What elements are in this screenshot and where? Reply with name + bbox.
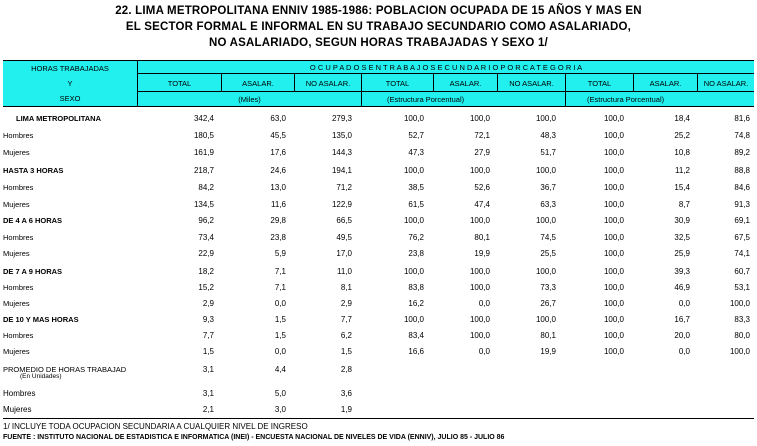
table-cell: 74,1: [734, 249, 750, 258]
row-label: DE 4 A 6 HORAS: [3, 216, 63, 225]
table-cell: 25,9: [674, 249, 690, 258]
table-cell: 47,3: [408, 148, 424, 157]
table-cell: 96,2: [198, 216, 214, 225]
stub-header-line-3: SEXO: [59, 94, 81, 103]
table-cell: 1,5: [274, 331, 286, 340]
row-label: Mujeres: [3, 405, 32, 414]
table-cell: 73,4: [198, 233, 214, 242]
table-cell: 18,4: [674, 114, 690, 123]
table-cell: 61,5: [408, 200, 424, 209]
table-row: [0, 280, 757, 295]
row-label: Mujeres: [3, 299, 30, 308]
table-cell: 100,0: [469, 331, 490, 340]
row-label: Hombres: [3, 331, 34, 340]
unit-label-miles: (Miles): [238, 95, 261, 104]
table-cell: 23,8: [270, 233, 286, 242]
table-cell: 24,6: [270, 166, 286, 175]
stub-header-line-2: Y: [67, 79, 73, 88]
table-cell: 100,0: [603, 131, 624, 140]
table-cell: 13,0: [270, 183, 286, 192]
table-row: [0, 386, 757, 401]
table-cell: 83,4: [408, 331, 424, 340]
table-cell: 23,8: [408, 249, 424, 258]
table-cell: 11,0: [337, 267, 352, 276]
header-divider: [138, 91, 754, 92]
table-cell: 26,7: [540, 299, 556, 308]
header-divider: [138, 73, 754, 74]
table-row: [0, 344, 757, 359]
table-cell: 10,8: [674, 148, 690, 157]
table-row: [0, 230, 757, 245]
table-cell: 80,0: [734, 331, 750, 340]
table-cell: 100,0: [403, 216, 424, 225]
table-cell: 100,0: [469, 267, 490, 276]
table-cell: 47,4: [474, 200, 490, 209]
table-cell: 63,3: [540, 200, 556, 209]
unit-label-percent: (Estructura Porcentual): [587, 95, 665, 104]
table-cell: 16,2: [408, 299, 424, 308]
table-cell: 3,0: [274, 405, 286, 414]
table-cell: 100,0: [603, 200, 624, 209]
unit-label-percent: (Estructura Porcentual): [387, 95, 465, 104]
col-header: TOTAL: [167, 79, 192, 88]
table-cell: 342,4: [193, 114, 214, 123]
title-line-3: NO ASALARIADO, SEGUN HORAS TRABAJADAS Y SEXO 1/: [209, 37, 548, 49]
source-note: FUENTE : INSTITUTO NACIONAL DE ESTADISTICA E INFORMATICA (INEI) - ENCUESTA NACIONAL DE NIVELES DE VIDA (ENNIV), JULIO 85 - JULIO 86: [3, 434, 505, 441]
table-cell: 71,2: [336, 183, 352, 192]
table-cell: 100,0: [603, 249, 624, 258]
table-row: [0, 296, 757, 311]
table-cell: 84,2: [198, 183, 214, 192]
table-cell: 1,5: [274, 315, 286, 324]
table-cell: 29,8: [270, 216, 286, 225]
table-cell: 100,0: [403, 315, 424, 324]
table-cell: 100,0: [729, 299, 750, 308]
table-cell: 19,9: [474, 249, 490, 258]
table-cell: 100,0: [603, 299, 624, 308]
table-cell: 48,3: [540, 131, 556, 140]
table-cell: 16,7: [674, 315, 690, 324]
table-cell: 80,1: [474, 233, 490, 242]
col-header: TOTAL: [385, 79, 410, 88]
footnote: 1/ INCLUYE TODA OCUPACION SECUNDARIA A CUALQUIER NIVEL DE INGRESO: [3, 422, 308, 431]
col-header: NO ASALAR.: [509, 79, 554, 88]
group-header: O C U P A D O S E N T R A B A J O S E C U N D A R I O P O R C A T E G O R I A: [309, 63, 583, 72]
table-cell: 22,9: [198, 249, 214, 258]
row-label: Hombres: [3, 131, 34, 140]
table-cell: 134,5: [193, 200, 214, 209]
table-cell: 5,9: [274, 249, 286, 258]
table-cell: 63,0: [270, 114, 286, 123]
row-label: Hombres: [3, 183, 34, 192]
table-cell: 180,5: [193, 131, 214, 140]
table-cell: 122,9: [331, 200, 352, 209]
table-cell: 100,0: [403, 114, 424, 123]
table-cell: 6,2: [340, 331, 352, 340]
row-label: Mujeres: [3, 249, 30, 258]
table-cell: 135,0: [331, 131, 352, 140]
table-cell: 3,1: [202, 389, 214, 398]
table-cell: 51,7: [540, 148, 556, 157]
table-cell: 2,9: [340, 299, 352, 308]
table-cell: 7,1: [274, 267, 286, 276]
table-cell: 83,3: [734, 315, 750, 324]
table-cell: 32,5: [674, 233, 690, 242]
table-row: [0, 362, 757, 380]
table-cell: 25,5: [540, 249, 556, 258]
table-cell: 4,4: [274, 365, 286, 374]
table-cell: 15,2: [198, 283, 214, 292]
row-label: DE 10 Y MAS HORAS: [3, 315, 79, 324]
table-cell: 100,0: [469, 216, 490, 225]
row-label: Mujeres: [3, 347, 30, 356]
table-cell: 25,2: [674, 131, 690, 140]
table-cell: 7,7: [202, 331, 214, 340]
col-header: ASALAR.: [242, 79, 274, 88]
footer-divider: [3, 418, 754, 419]
table-cell: 11,2: [675, 166, 690, 175]
table-cell: 279,3: [331, 114, 352, 123]
table-cell: 100,0: [603, 331, 624, 340]
table-cell: 100,0: [469, 315, 490, 324]
table-cell: 15,4: [674, 183, 690, 192]
table-cell: 0,0: [274, 347, 286, 356]
row-label: Mujeres: [3, 148, 30, 157]
table-cell: 2,8: [340, 365, 352, 374]
table-cell: 8,7: [678, 200, 690, 209]
table-cell: 100,0: [535, 267, 556, 276]
table-cell: 100,0: [603, 233, 624, 242]
table-cell: 100,0: [535, 166, 556, 175]
table-cell: 100,0: [469, 114, 490, 123]
table-row: [0, 328, 757, 343]
table-cell: 74,5: [540, 233, 556, 242]
table-cell: 76,2: [408, 233, 424, 242]
table-cell: 100,0: [535, 315, 556, 324]
table-cell: 46,9: [674, 283, 690, 292]
table-row: [0, 213, 757, 228]
table-cell: 80,1: [540, 331, 556, 340]
table-cell: 0,0: [478, 347, 490, 356]
table-cell: 100,0: [603, 267, 624, 276]
table-cell: 89,2: [734, 148, 750, 157]
table-cell: 194,1: [331, 166, 352, 175]
table-cell: 218,7: [193, 166, 214, 175]
table-cell: 100,0: [603, 283, 624, 292]
table-cell: 3,1: [202, 365, 214, 374]
table-cell: 0,0: [478, 299, 490, 308]
units-note: (En Unidades): [20, 373, 62, 380]
col-header: TOTAL: [587, 79, 612, 88]
row-label: HASTA 3 HORAS: [3, 166, 64, 175]
table-cell: 49,5: [336, 233, 352, 242]
table-cell: 45,5: [270, 131, 286, 140]
table-cell: 60,7: [734, 267, 750, 276]
table-row: [0, 312, 757, 327]
table-cell: 144,3: [331, 148, 352, 157]
table-cell: 72,1: [474, 131, 490, 140]
table-cell: 0,0: [274, 299, 286, 308]
table-cell: 7,1: [274, 283, 286, 292]
table-row: [0, 111, 757, 126]
table-cell: 52,6: [474, 183, 490, 192]
table-cell: 7,7: [340, 315, 352, 324]
table-cell: 8,1: [340, 283, 352, 292]
table-cell: 100,0: [603, 347, 624, 356]
table-cell: 2,1: [202, 405, 214, 414]
title-line-2: EL SECTOR FORMAL E INFORMAL EN SU TRABAJO SECUNDARIO COMO ASALARIADO,: [125, 21, 632, 33]
table-cell: 83,8: [408, 283, 424, 292]
table-cell: 100,0: [403, 166, 424, 175]
title-line-1: 22. LIMA METROPOLITANA ENNIV 1985-1986: POBLACION OCUPADA DE 15 AÑOS Y MAS EN: [115, 5, 642, 17]
row-label: Hombres: [3, 233, 34, 242]
row-label: PROMEDIO DE HORAS TRABAJAD: [3, 365, 127, 374]
table-cell: 18,2: [198, 267, 214, 276]
table-header: [3, 60, 754, 107]
row-label: LIMA METROPOLITANA: [16, 114, 101, 123]
table-cell: 100,0: [603, 166, 624, 175]
table-cell: 66,5: [336, 216, 352, 225]
table-cell: 2,9: [202, 299, 214, 308]
table-cell: 1,5: [340, 347, 352, 356]
table-cell: 27,9: [474, 148, 490, 157]
table-row: [0, 197, 757, 212]
table-cell: 73,3: [540, 283, 556, 292]
table-row: [0, 402, 757, 417]
table-cell: 53,1: [734, 283, 750, 292]
table-cell: 100,0: [603, 183, 624, 192]
table-cell: 30,9: [674, 216, 690, 225]
table-cell: 3,6: [340, 389, 352, 398]
table-cell: 67,5: [734, 233, 750, 242]
table-cell: 19,9: [540, 347, 556, 356]
table-cell: 100,0: [603, 216, 624, 225]
table-cell: 161,9: [193, 148, 214, 157]
table-cell: 52,7: [408, 131, 424, 140]
table-cell: 36,7: [540, 183, 556, 192]
table-cell: 20,0: [674, 331, 690, 340]
stub-header-line-1: HORAS TRABAJADAS: [31, 64, 109, 73]
col-header: ASALAR.: [649, 79, 682, 88]
table-cell: 74,8: [734, 131, 750, 140]
table-row: [0, 246, 757, 261]
table-cell: 0,0: [678, 299, 690, 308]
row-label: Hombres: [3, 283, 34, 292]
table-cell: 100,0: [535, 114, 556, 123]
col-header: NO ASALAR.: [305, 79, 351, 88]
table-cell: 91,3: [734, 200, 750, 209]
row-label: DE 7 A 9 HORAS: [3, 267, 63, 276]
table-cell: 5,0: [274, 389, 286, 398]
table-cell: 100,0: [603, 114, 624, 123]
col-header: ASALAR.: [449, 79, 482, 88]
table-cell: 84,6: [734, 183, 750, 192]
table-cell: 39,3: [674, 267, 690, 276]
table-row: [0, 128, 757, 143]
table-row: [0, 163, 757, 178]
table-cell: 17,6: [270, 148, 286, 157]
table-cell: 11,6: [271, 200, 286, 209]
table-cell: 100,0: [603, 315, 624, 324]
table-cell: 0,0: [678, 347, 690, 356]
table-cell: 100,0: [403, 267, 424, 276]
table-cell: 81,6: [734, 114, 750, 123]
table-cell: 17,0: [336, 249, 352, 258]
table-cell: 38,5: [408, 183, 424, 192]
table-row: [0, 180, 757, 195]
table-cell: 69,1: [734, 216, 750, 225]
table-cell: 100,0: [535, 216, 556, 225]
table-cell: 100,0: [603, 148, 624, 157]
col-header: NO ASALAR.: [703, 79, 749, 88]
table-row: [0, 145, 757, 160]
table-cell: 100,0: [469, 166, 490, 175]
table-cell: 1,5: [202, 347, 214, 356]
table-cell: 9,3: [202, 315, 214, 324]
table-row: [0, 264, 757, 279]
table-cell: 1,9: [340, 405, 352, 414]
row-label: Hombres: [3, 389, 36, 398]
table-cell: 100,0: [469, 283, 490, 292]
table-cell: 88,8: [734, 166, 750, 175]
table-cell: 100,0: [729, 347, 750, 356]
row-label: Mujeres: [3, 200, 30, 209]
table-cell: 16,6: [408, 347, 424, 356]
